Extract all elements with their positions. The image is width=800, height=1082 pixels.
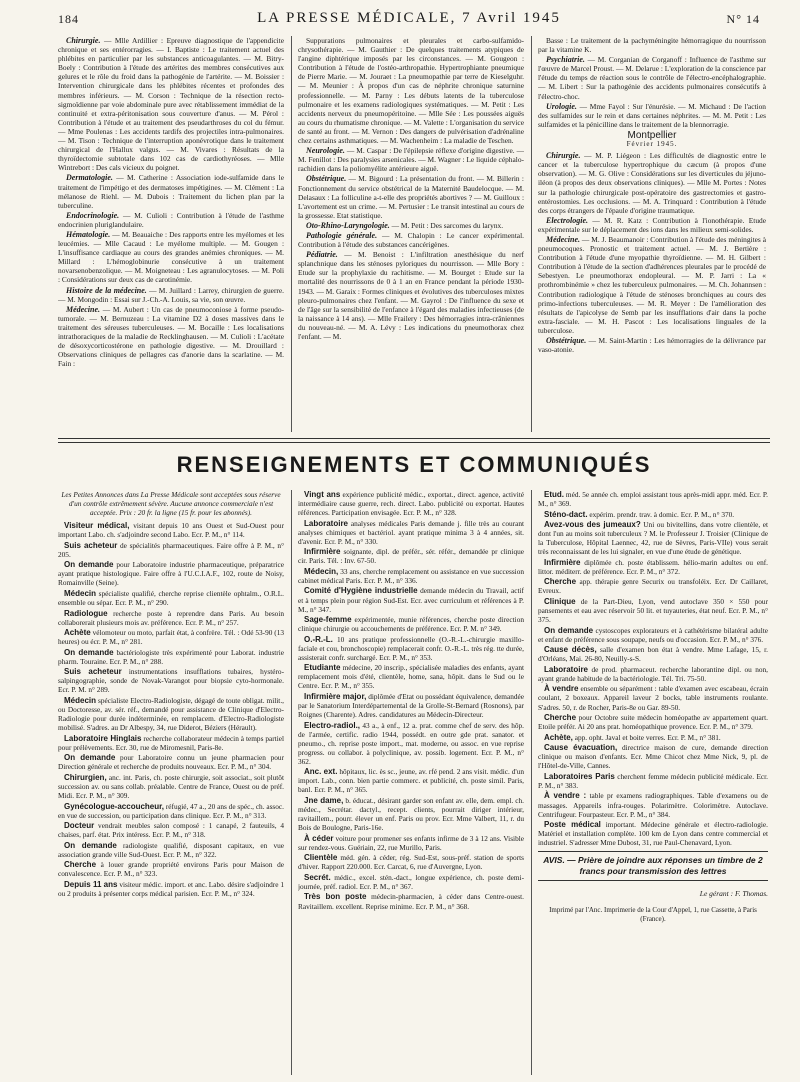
classified-ad bbox=[298, 767, 524, 794]
ad-lead: Clinique bbox=[544, 597, 576, 607]
ad-lead: Cause décès, bbox=[544, 645, 597, 655]
ad-lead: Visiteur médical, bbox=[64, 521, 130, 531]
classified-ad bbox=[58, 648, 284, 666]
ad-lead: Jne dame, bbox=[304, 796, 344, 805]
thesis-entry bbox=[298, 146, 524, 173]
ad-text: analyses médicales Paris demande j. fille très au courant analyses chimiques et bactériol. ayant pratique minima 3 à 4 années, sit. d'avenir. Ecr. P. M., n° 330. bbox=[298, 518, 524, 546]
classified-ad bbox=[538, 684, 768, 711]
thesis-text: — M. P. Liégeon : Les difficultés de diagnostic entre le cancer et la tuberculose hypertrophique du cæcum (à propos d'une observation). — M. G. Olive : Considérations sur les diverticules du jéjuno-iléon (à propos des deux observations cliniques). — Mlle M. Portes : Notes sur la pathologie chirurgicale post-opératoire des gastrectomies et gastro-entérostomies. Les occlusions. — M. A. Trinquard : Contribution à l'étude des corps étrangers de l'épaule d'origine traumatique. bbox=[538, 151, 766, 215]
thesis-text: Basse : Le traitement de la pachyméningite hémorragique du nourrisson par la vitamine K. bbox=[538, 36, 766, 55]
ad-lead: O.-R.-L. bbox=[304, 634, 333, 644]
thesis-entry bbox=[58, 230, 284, 285]
ads-column-1 bbox=[58, 490, 284, 1075]
ad-lead: Laboratoire Hinglais bbox=[64, 733, 142, 743]
ad-lead: À vendre : bbox=[544, 791, 587, 801]
classified-ad bbox=[58, 589, 284, 607]
discipline-heading: Dermatologie. bbox=[66, 173, 113, 183]
ad-lead: À céder bbox=[304, 833, 334, 843]
theses-column-1 bbox=[58, 36, 284, 432]
ad-lead: Secrét. bbox=[304, 872, 331, 882]
theses-column-3 bbox=[538, 36, 766, 432]
classified-ad bbox=[58, 560, 284, 587]
thesis-entry bbox=[58, 173, 284, 209]
classified-ad bbox=[538, 791, 768, 818]
ad-lead: Achète, bbox=[544, 732, 573, 742]
ad-text: 10 ans pratique professionnelle (O.-R.-L.-chirurgie maxillo-faciale et cou, bronchoscopie) remplacerait confr. O.-R.-L. très rég. tte durée, assisterait confr. surchargé. Ecr. P. M., n° 353. bbox=[298, 634, 524, 662]
classified-ads bbox=[58, 490, 770, 1075]
thesis-text: — M. Petit : Des sarcomes du larynx. bbox=[389, 220, 504, 230]
ad-text: réfugié, 47 a., 20 ans de spéc., ch. assoc. en vue de succession, ou participation dans clinique. Ecr. P. M., n° 313. bbox=[58, 801, 284, 820]
ad-lead: Cherche bbox=[544, 577, 577, 587]
thesis-text: — M. Corganian de Corganoff : Influence de l'asthme sur l'œuvre de Marcel Proust. — M. Delarue : L'exploration de la conscience par l'étude du temps de réaction sous le contrôle de l'électro-encéphalographie. — M. Libert : Sur la pathogénie des accidents pulmonaires consécutifs à l'électro-choc. bbox=[538, 55, 766, 101]
journal-title: LA PRESSE MÉDICALE, 7 Avril 1945 bbox=[257, 10, 561, 26]
ad-lead: Suis acheteur bbox=[64, 667, 122, 677]
classified-ad bbox=[298, 490, 524, 517]
ad-text: app. opht. Javal et boite verres. Ecr. P. M., n° 381. bbox=[572, 732, 721, 742]
thesis-entry bbox=[538, 216, 766, 234]
ad-lead: Chirurgien, bbox=[64, 772, 107, 782]
ad-text: visitant depuis 10 ans Ouest et Sud-Ouest pour important Labo. ch. s'adjoindre second Labo. Ecr. P. M., n° 114. bbox=[58, 521, 284, 540]
discipline-heading: Oto-Rhino-Laryngologie. bbox=[306, 220, 390, 230]
thesis-text: — M. Beauaiche : Des rapports entre les myélomes et les leucémies. — Mlle Cacaud : Le myélome multiple. — M. Gougen : L'insuffisance cardiaque au cours des grandes anémies chroniques. — M. Millard : L'hémoglobinurie consécutive à un traitement novarsenobenzolique. — M. Moigneteau : Les agranulocytoses. — M. Poli : Considérations sur deux cas de carotinémie. bbox=[58, 229, 284, 285]
issue-number: N° 14 bbox=[726, 12, 760, 26]
ad-lead: Cherche bbox=[64, 860, 97, 870]
ad-lead: Infirmière major, bbox=[304, 691, 367, 701]
ad-lead: On demande bbox=[64, 753, 116, 763]
ad-text: médecin-pharmacien, à céder dans Centre-ouest. Ravitaillem. excellent. Reprise minime. Ecr. P. M., n° 368. bbox=[298, 892, 524, 911]
thesis-entry bbox=[538, 36, 766, 54]
thesis-entry bbox=[298, 221, 524, 230]
ad-lead: Sage-femme bbox=[304, 615, 352, 625]
ad-lead: Vingt ans bbox=[304, 490, 341, 499]
ad-text: hôpitaux, lic. ès sc., jeune, av. rfé pend. 2 ans visit. médic. d'un import. Lab., conn. bien partie commerc. et publicité, ch. poste simil. Paris, banl. Ecr. P. M., n° 365. bbox=[298, 767, 524, 795]
classified-ad bbox=[298, 892, 524, 910]
ad-lead: Infirmière bbox=[304, 547, 341, 557]
classified-ad bbox=[58, 696, 284, 732]
classified-ad bbox=[538, 743, 768, 770]
discipline-heading: Electrologie. bbox=[546, 215, 588, 225]
classified-ad bbox=[58, 802, 284, 820]
ad-text: vélomoteur ou moto, parfait état, à confrère. Tél. : Odé 53-90 (13 heures) ou écr. P. M., n° 281. bbox=[58, 628, 284, 647]
ad-lead: Infirmière bbox=[544, 557, 581, 567]
ad-lead: Suis acheteur bbox=[64, 540, 118, 550]
ad-text: demande médecin du Travail, actif et à temps plein pour région Sud-Est. Ecr. avec curriculum et références à P. M., n° 347. bbox=[298, 586, 524, 614]
classified-ad bbox=[538, 665, 768, 683]
thesis-text: — M. J. Beaumanoir : Contribution à l'étude des méningites à pneumocoques. Pronostic et traitement actuel. — M. J. Bertière : Contribution à l'étude d'une myopathie thyroïdienne. — M. H. Gilbert : Contribution à l'étude de la section d'adhérences pleurales par le procédé de Sebestyen. Le pneumothorax endopleural. — M. P. Jarri : La « prothrombinémie » chez les tuberculeux pulmonaires. — M. Ch. Johannsen : Contribution radiologique à l'étude de sténoses bronchiques au cours des primo-infections tuberculeuses. — M. R. Meyer : De l'amélioration des résultats de l'apicolyse de Semb par les insufflations d'air dans la poche extra-fasciale. — M. H. Pascot : Les localisations linguales de la tuberculose. bbox=[538, 234, 766, 335]
classified-ad bbox=[538, 820, 768, 847]
classified-ad bbox=[538, 733, 768, 742]
thesis-text: — M. R. Katz : Contribution à l'ionothérapie. Etude expérimentale sur le déplacement des ions dans les milieux semi-solides. bbox=[538, 215, 766, 234]
thesis-text: — M. Chalopin : Le cancer expérimental. Contribution à l'étude des substances cancérigènes. bbox=[298, 230, 524, 250]
gerant-signature: Le gérant : F. Thomas. bbox=[699, 889, 768, 899]
classified-ad bbox=[538, 645, 768, 663]
classified-ad bbox=[298, 721, 524, 766]
ad-lead: Etud. bbox=[544, 490, 564, 499]
classified-ad bbox=[58, 841, 284, 859]
ad-text: pour Laboratoire industrie pharmaceutique, préparatrice ayant pratique histologique. Faire offre à l'U.C.I.A.F., 102, route de Noisy, Romainville (Seine). bbox=[58, 560, 284, 588]
discipline-heading: Neurologie. bbox=[306, 146, 345, 156]
discipline-heading: Urologie. bbox=[546, 101, 577, 111]
thesis-text: — Mlle Ardillier : Epreuve diagnostique de l'appendicite chronique et ses entérorragies. — I. Baptiste : Le traitement actuel des phlébites en particulier par les substances anticoagulantes. — M. Bitry-Boely : Contribution à l'étude des artérites des membres consécutives aux gelures et le rôle du froid dans la pathogénie de l'artérite. — M. Boissier : Intervention chirurgicale dans les phlébites récentes et profondes des membres inférieurs. — M. Corson : Technique de la résection recto-sigmoïdienne par voie abdominale pure avec rétablissement immédiat de la continuité et extra-péritonisation sous couverture d'anus. — M. Pérol : Contribution à l'étude et au traitement des pseudarthroses du col du fémur. — Mme Poulenas : Les accidents tardifs des projectiles intra-pulmonaires. — M. Tison : Technique de l'interruption aponévrotique dans le traitement chirurgical de l'Hallux valgus. — M. Vivares : Résultats de la thyroïdectomie subtotale dans 102 cas de cardiothyréoses. — Mlle Wintrebort : Des cals vicieux du poignet. bbox=[58, 36, 284, 173]
classified-ad bbox=[298, 663, 524, 690]
thesis-text: — M. Benoist : L'infiltration anesthésique du nerf splanchnique dans les sténoses pyloriques du nourrisson. — Mlle Bory : Etude sur la prophylaxie du rachitisme. — M. Bourget : Etude sur la mortalité des nourrissons de 0 à 1 an en France pendant la période 1930-1943. — M. Garaix : Formes cliniques et évolutives des tuberculoses mixtes pleuro-pulmonaires chez l'enfant. — M. Gayrol : De l'influence du sexe et de l'âge sur la sensibilité de l'enfance à l'égard des maladies infectieuses (de la naissance à 14 ans). — Mlle Frailery : Des hémorragies intra-crâniennes du nouveau-né. — M. A. Lévy : Les indications du pneumothorax chez l'enfant. — M. bbox=[298, 250, 524, 341]
ad-lead: Radiologue bbox=[64, 608, 108, 618]
ad-lead: Comité d'Hygiène industrielle bbox=[304, 586, 418, 596]
discipline-heading: Endocrinologie. bbox=[66, 210, 120, 220]
ad-text: Uni ou bivitellins, dans votre clientèle, et dont l'un au moins soit tuberculeux ? M. le Professeur J. Troisier (Clinique de la Tuberculose, Hôpital Laennec, 42, rue de Sèvres, Paris-VIIe) vous serait très reconnaissant de les lui signaler, en vue d'une étude de génétique. bbox=[538, 520, 768, 557]
ad-lead: Laboratoires Paris bbox=[544, 771, 615, 781]
printer-line: Imprimé par l'Anc. Imprimerie de la Cour d'Appel, 1, rue Cassette, à Paris (France). bbox=[549, 906, 757, 924]
classified-ad bbox=[538, 490, 768, 508]
ad-text: de spécialités pharmaceutiques. Faire offre à P. M., n° 205. bbox=[58, 540, 284, 559]
classified-ad bbox=[298, 834, 524, 852]
classified-ad bbox=[538, 510, 768, 519]
ad-text: expérience publicité médic., exportat., direct. agence, activité intermédiaire cause guerre, rech. direct. Labo. publicité ou exportat. Hautes références. Participation envisagée. Ecr. P. M., n° 328. bbox=[298, 490, 524, 518]
discipline-heading: Médecine. bbox=[66, 304, 100, 314]
thesis-text: — M. Saint-Martin : Les hémorragies de la délivrance par vaso-atonie. bbox=[538, 336, 766, 355]
ad-lead: Médecin, bbox=[304, 566, 339, 576]
discipline-heading: Chirurgie. bbox=[546, 151, 581, 161]
ad-lead: On demande bbox=[64, 840, 117, 850]
ads-column-3-items bbox=[538, 490, 768, 847]
classified-ad bbox=[58, 609, 284, 627]
thesis-entry bbox=[298, 250, 524, 341]
column-divider bbox=[291, 490, 292, 1075]
theses-section bbox=[58, 36, 768, 432]
ad-lead: Achète bbox=[64, 628, 91, 638]
thesis-entry bbox=[538, 336, 766, 354]
ad-text: expérimentée, munie références, cherche poste direction clinique chirurgie ou accouchements de préférence. Ecr. P. M. n° 349. bbox=[298, 615, 524, 634]
ad-text: spécialiste Electro-Radiologiste, dégagé de toute obligat. milit., ou Doctoresse, av. sér. réf., demandé pour assistance de Clinique d'Electro-Radiologie pour durée indéterminée, en remplacem. d'Electro-Radiologiste mobilisé. S'adres. au Dr Albespy, 34, rue Diderot, Béziers (Hérault). bbox=[58, 695, 284, 733]
discipline-heading: Obstétrique. bbox=[306, 174, 347, 184]
classified-ad bbox=[538, 713, 768, 731]
discipline-heading: Psychiatrie. bbox=[546, 55, 585, 65]
running-head bbox=[58, 10, 760, 30]
thesis-text: — M. Caspar : De l'épilepsie réflexe d'origine digestive. — M. Fenillot : Des paralysies arsenicales. — M. Wagner : Le liquide céphalo-rachidien dans la poliomyélite antérieure aiguë. bbox=[298, 146, 524, 174]
classified-ad bbox=[58, 667, 284, 694]
ad-text: visiteur médic. import. et anc. Labo. désire s'adjoindre 1 ou 2 produits à présenter corps médical parisien. Ecr. P. M., n° 324. bbox=[58, 879, 284, 898]
ad-lead: Laboratoire bbox=[304, 518, 349, 528]
classified-ad bbox=[298, 853, 524, 871]
discipline-heading: Histoire de la médecine. bbox=[66, 285, 147, 295]
ad-lead: Poste médical bbox=[544, 820, 601, 830]
classified-ad bbox=[58, 880, 284, 898]
thesis-entry bbox=[58, 305, 284, 369]
ad-lead: Anc. ext. bbox=[304, 767, 338, 777]
classified-ad bbox=[58, 521, 284, 539]
ad-lead: Laboratoire bbox=[544, 664, 589, 674]
ads-intro: Les Petites Annonces dans La Presse Médicale sont acceptées sous réserve d'un contrôle extrêmement sévère. Aucune annonce commerciale n'est acceptée. Prix : 20 fr. la ligne (15 fr. pour les abonnés). bbox=[61, 490, 281, 518]
thesis-entry bbox=[298, 231, 524, 249]
ad-text: recherche poste à reprendre dans Paris. Au besoin collaborerait plusieurs mois av. préférence. Ecr. P. M., n° 257. bbox=[58, 608, 284, 627]
section-title: RENSEIGNEMENTS ET COMMUNIQUÉS bbox=[176, 452, 652, 477]
classified-ad bbox=[538, 597, 768, 624]
thesis-text: Suppurations pulmonaires et pleurales et carbo-sulfamido-chrysothérapie. — M. Gauthier : De quelques traitements atypiques de l'angine diphtérique imposés par les circonstances. — M. Gougeon : Contribution à l'étude de l'ostéo-arthropathie. Hypertrophiante pneumique de Pierre Marie. — M. Jouraet : La pneumopathie par terre de Kieselguhr. — M. Meunier : À propos d'un cas de néphrite chronique saturnine professionnelle. — M. Parny : Les débuts latents de la tuberculose pulmonaire et les examens radiologiques systématiques. — M. Petit : Les accidents nerveux du pneumopéritoine. — Mlle Sée : Les poussées aiguës au cours du rhumatisme chronique. — M. Valette : L'organisation du service de santé au front. — M. Vernon : Des dangers de pulvérisation d'adrénaline chez certains asthmatiques. — M. Wachenheim : La maladie de Teschen. bbox=[298, 36, 524, 146]
ad-text: 33 ans, cherche remplacement ou assistance en vue succession cabinet médical Paris. Ecr. P. M., n° 336. bbox=[298, 566, 524, 585]
ad-text: bactériologiste très expérimenté pour Laborat. industrie pharm. Touraine. Ecr. P. M., n° 288. bbox=[58, 647, 284, 666]
ad-text: méd. 5e année ch. emploi assistant tous après-midi appr. méd. Ecr. P. M., n° 369. bbox=[538, 490, 768, 509]
thesis-entry bbox=[58, 36, 284, 172]
ad-text: important. Médecine générale et électro-radiologie. Matériel et installation complète. 100 km de Lyon dans centre commercial et industriel. S'adresser Mme Dubost, 31, rue Paul-Chenavard, Lyon. bbox=[538, 820, 768, 848]
discipline-heading: Obstétrique. bbox=[546, 336, 587, 345]
thesis-entry bbox=[538, 151, 766, 215]
ad-lead: Médecin bbox=[64, 695, 97, 705]
ad-lead: Docteur bbox=[64, 821, 95, 831]
classified-ad bbox=[538, 520, 768, 556]
ad-text: table pr examens radiographiques. Table d'examens ou de massages. Appareils infra-rouges. Polarimètre. Colorimètre. Autoclave. Centrifugeur. Fourpasteur. Ecr. P. M., n° 384. bbox=[538, 791, 768, 819]
ad-text: radiologiste qualifié, disposant capitaux, en vue association grande ville Sud-Ouest. Ecr. P. M., n° 322. bbox=[58, 840, 284, 859]
section-divider bbox=[58, 438, 770, 443]
ad-text: méd. gén. à céder, rég. Sud-Est, sous-préf. station de sports d'hiver. Rapport 220.000. Ecr. Carcat, 6, rue d'Auvergne, Lyon. bbox=[298, 853, 524, 872]
theses-column-2 bbox=[298, 36, 524, 432]
column-divider bbox=[531, 490, 532, 1075]
ad-lead: Etudiante bbox=[304, 663, 341, 673]
classified-ad bbox=[58, 773, 284, 800]
classified-ad bbox=[58, 734, 284, 752]
ad-text: app. thérapie genre Securix ou transfoléix. Ecr. Dr Caillaret, Evreux. bbox=[538, 577, 768, 596]
classified-ad bbox=[298, 796, 524, 832]
thesis-text: — M. Juillard : Larrey, chirurgien de guerre. — M. Mongodin : Essai sur J.-Ch.-A. Louis, sa vie, son œuvre. bbox=[58, 285, 284, 304]
ad-text: pour Octobre suite médecin homéopathe av appartement quart. Etoile préfér. Ai 20 ans prat. homéopathique provence. Ecr. P. M., n° 379. bbox=[538, 713, 768, 732]
column-divider bbox=[291, 36, 292, 432]
classified-ad bbox=[298, 586, 524, 613]
ad-text: diplômée ch. poste établissem. hélio-marin adultes ou enf. littor. méditerr. de préférence. Ecr. P. M., n° 372. bbox=[538, 557, 768, 576]
classified-ad bbox=[538, 626, 768, 644]
classified-ad bbox=[298, 567, 524, 585]
classified-ad bbox=[298, 615, 524, 633]
ad-lead: À vendre bbox=[544, 684, 579, 694]
ad-text: directrice maison de cure, demande direction clinique ou maison d'enfants. Ecr. Mme Chicot chez Mme Nick, 9, pl. de l'Hôtel-de-Ville, Cannes. bbox=[538, 743, 768, 771]
ad-text: salle d'examen bon état à vendre. Mme Lafage, 15, r. d'Orléans, Mai. 26-80, Neuilly-s-S. bbox=[538, 645, 768, 664]
ad-text: de prod. pharmaceut. recherche laborantine dipl. ou non, ayant grande habitude de la bactériologie. Tél. Tri. 75-50. bbox=[538, 664, 768, 683]
thesis-entry bbox=[58, 286, 284, 304]
thesis-entry bbox=[538, 102, 766, 129]
ad-text: cherchent femme médecin publicité médicale. Ecr. P. M., n° 383. bbox=[538, 771, 768, 790]
ad-text: 43 a., à enf., 12 a. prat. comme chef de serv. des hôp. de l'armée, certific. radio 1944, possédt. en outre gde prat. sanator. et pneumo., ch. reprise poste import., mat. moderne, ou assoc. en vue reprise progress. ou collabor. à polyclinique, av. possib. logement. Ecr. P. M., n° 362. bbox=[298, 720, 524, 766]
classified-ad bbox=[538, 577, 768, 595]
classified-ad bbox=[298, 519, 524, 546]
ad-text: de la Part-Dieu, Lyon, vend autoclave 350 × 550 pour pansements et eau avec réservoir 50 lit. et tuyauteries, état neuf. Ecr. P. M., n° 375. bbox=[538, 597, 768, 625]
ad-lead: Avez-vous des jumeaux? bbox=[544, 520, 641, 530]
ad-lead: Cherche bbox=[544, 713, 577, 723]
ad-text: b. éducat., désirant garder son enfant av. elle, dem. empl. ch. médec., Secrétar. dactyl., recept. clients, pourrait diriger intérieur, ravitaillem., pourr. élever un enf. Paris ou prov. Ecr. Mme Valbert, 11, r. du Bois de Boulogne, Paris-16e. bbox=[298, 796, 524, 833]
discipline-heading: Hématologie. bbox=[66, 229, 111, 239]
ad-text: anc. int. Paris, ch. poste chirurgie, soit associat., soit plutôt succession av. ou sans collab. préalable. Centre de France, Ouest ou de préf. Midi. Ecr. P. M., n° 309. bbox=[58, 772, 284, 800]
ad-lead: Sténo-dact. bbox=[544, 509, 588, 519]
ad-text: instrumentations insufflations tubaires, hystéro-salpingographie, sonde de Novak-Varangot pour biopsie cyto-hormonale. Ecr. P. M. n° 289. bbox=[58, 667, 284, 695]
ad-text: à louer grande propriété environs Paris pour Maison de convalescence. Ecr. P. M., n° 323. bbox=[58, 860, 284, 879]
classified-ad bbox=[58, 541, 284, 559]
ad-text: voiture pour promener ses enfants infirme de 3 à 12 ans. Visible sur rendez-vous. Guériain, 22, rue Murillo, Paris. bbox=[298, 833, 524, 852]
thesis-text: — M. Aubert : Un cas de pneumoconiose à forme pseudo-tumorale. — M. Bernuzeau : La vitamine D2 à doses massives dans le traitement des séreuses tuberculeuses. — M. Bocaille : Les localisations intrathoraciques de la maladie de Recklinghausen. — M. Culioli : L'acétate de désoxycorticostérone en pathologie digestive. — M. Drouillard : Observations cliniques de pellagres cas d'anorie dans la scarlatine. — M. Fain : bbox=[58, 304, 284, 369]
ad-lead: Clientèle bbox=[304, 853, 338, 863]
ads-column-3 bbox=[538, 490, 768, 1075]
notice-box: AVIS. — Prière de joindre aux réponses un timbre de 2 francs pour transmission des lettres bbox=[538, 851, 768, 881]
ad-lead: Gynécologue-accoucheur, bbox=[64, 801, 165, 811]
ad-lead: Depuis 11 ans bbox=[64, 879, 118, 889]
page-number: 184 bbox=[58, 12, 79, 26]
classified-ad bbox=[58, 821, 284, 839]
ad-text: pour Laboratoire connu un jeune pharmacien pour Direction générale et recherche de produits nouveaux. Ecr. P. M., n° 304. bbox=[58, 753, 284, 772]
ad-lead: Electro-radiol., bbox=[304, 720, 361, 730]
thesis-text: — M. Catherine : Association iode-sulfamide dans le traitement de l'impétigo et des dermatoses impétigines. — M. Clément : La mélanose de Riehl. — M. Dubois : Traitement du lichen plan par la tuberculine. bbox=[58, 173, 284, 210]
thesis-entry bbox=[298, 174, 524, 219]
ad-lead: Médecin bbox=[64, 588, 97, 598]
thesis-entry bbox=[298, 36, 524, 145]
classified-ad bbox=[298, 635, 524, 662]
ad-text: cystoscopes explorateurs et à cathétérisme bilatéral adulte et enfant de préférence sous soupape, neufs ou d'occasion. Ecr. P. M., n° 376. bbox=[538, 625, 768, 644]
thesis-entry bbox=[538, 235, 766, 335]
ad-lead: Cause évacuation, bbox=[544, 743, 618, 753]
ad-text: recherche collaborateur médecin à temps partiel pour prélèvements. Ecr. 30, rue de Miromesnil, Paris-8e. bbox=[58, 733, 284, 752]
ad-text: vendrait meubles salon composé : 1 canapé, 2 fauteuils, 4 chaises, parf. état. Prix intéress. Ecr. P. M., n° 318. bbox=[58, 821, 284, 840]
thesis-text: — M. Culioli : Contribution à l'étude de l'asthme endocrinien pluriglandulaire. bbox=[58, 210, 284, 229]
discipline-heading: Pédiatrie. bbox=[306, 250, 338, 260]
ad-text: diplômée d'Etat ou possédant équivalence, demandée par le Sanatorium Interdépartemental de la Grolle-St-Bernard (Rosnons), par Roignes (Charente). Adres. candidatures au Médecin-Directeur. bbox=[298, 691, 524, 720]
city-heading: Montpellier bbox=[627, 129, 677, 141]
ad-lead: On demande bbox=[64, 647, 114, 657]
discipline-heading: Chirurgie. bbox=[66, 36, 101, 45]
ad-lead: On demande bbox=[544, 625, 594, 635]
ad-text: spécialiste qualifié, cherche reprise clientèle ophtalm., O.R.L. ensemble ou sépar. Ecr. P. M., n° 290. bbox=[58, 588, 284, 608]
column-divider bbox=[531, 36, 532, 432]
thesis-entry bbox=[538, 55, 766, 100]
ad-lead: Très bon poste bbox=[304, 892, 367, 902]
classified-ad bbox=[298, 873, 524, 891]
classified-ad bbox=[58, 753, 284, 771]
thesis-entry bbox=[58, 211, 284, 229]
ad-lead: On demande bbox=[64, 560, 114, 570]
ads-column-2 bbox=[298, 490, 524, 1075]
ad-text: expérim. prendr. trav. à domic. Ecr. P. M., n° 370. bbox=[587, 509, 735, 519]
thesis-text: — M. Bigourd : La présentation du front. — M. Billerin : Fonctionnement du service obstétrical de la Maternité Baudelocque. — M. Delasaux : La folliculine a-t-elle des propriétés abortives ? — M. Guilloux : L'avortement est un crime. — M. Pertusier : Le transit intestinal au cours de la grossesse. Etat statistique. bbox=[298, 174, 524, 220]
ad-text: soignante, dipl. de préfér., sér. référ., demandée pr clinique cir. Paris. Tél. : Inv. 67-50. bbox=[298, 547, 524, 566]
ad-text: médecine, 20 inscrip., spécialisée maladies des enfants, ayant remplacement mois d'été, clientèle, home, sana, hôpit. dans le Sud ou le Centre. Ecr. P. M., n° 355. bbox=[298, 663, 524, 691]
classified-ad bbox=[298, 692, 524, 719]
discipline-heading: Médecine. bbox=[546, 234, 580, 244]
city-date: Février 1945. bbox=[626, 140, 678, 149]
classified-ad bbox=[58, 860, 284, 878]
ad-text: ensemble ou séparément : table d'examen avec escabeau, écrain coulant, 2 boxeaux. Appareil laveur 2 bocks, table instruments roulante. S'adres. 50, r. de Rocher, Paris-8e ou Gar. 89-50. bbox=[538, 684, 768, 712]
classified-ad bbox=[538, 558, 768, 576]
classified-ad bbox=[58, 628, 284, 646]
classified-ad bbox=[298, 547, 524, 565]
ad-text: médic., excel. stén.-dact., longue expérience, ch. poste demi-journée, préf. radiol. Ecr. P. M., n° 367. bbox=[298, 872, 524, 891]
classified-ad bbox=[538, 772, 768, 790]
discipline-heading: Pathologie générale. bbox=[306, 230, 378, 240]
thesis-text: — Mme Fayol : Sur l'énurésie. — M. Michaud : De l'action des sulfamides sur le rein et dans certaines néphrites. — M. M. Petit : Les sulfamides et la pénicilline dans le traitement de la blennorragie. bbox=[538, 101, 766, 129]
